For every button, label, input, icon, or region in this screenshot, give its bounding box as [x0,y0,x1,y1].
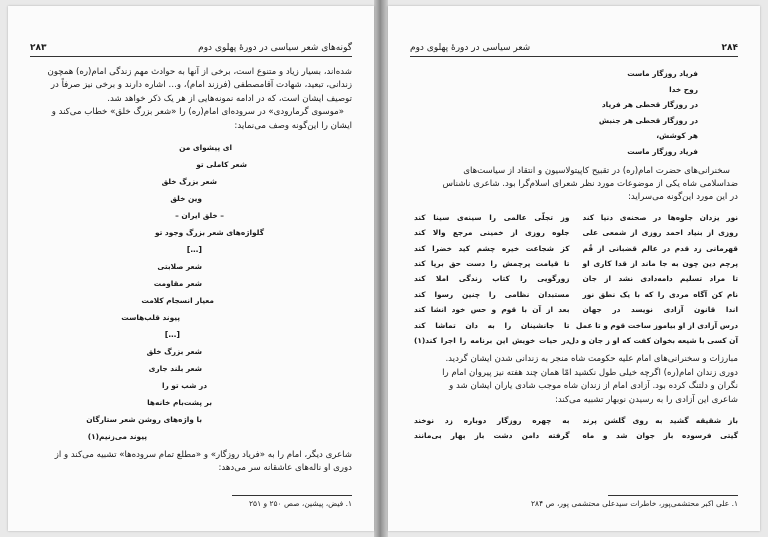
poem-ellipsis: […] [164,330,180,340]
hemistich: باز شقیقه گشید به روی گلشن پرند [582,416,738,426]
text-line: دوری زندان امام(ره) اگرچه خیلی طول نکشید امّا همان چند هفته نیز پیروان امام را [442,367,738,378]
right-page-content [414,66,738,444]
poem-line: بر پشت‌بام خانه‌ها [147,398,212,408]
text-line: ایشان را این‌گونه وصف می‌نماید: [234,120,352,131]
poem-ellipsis: […] [186,245,202,255]
couplet-column-second-hemistich [414,413,570,444]
footnote-text: ۱. فیض، پیشین، صص ۲۵۰ و ۲۵۱ [249,499,352,508]
left-page-running-title: گونه‌های شعر سیاسی در دورهٔ پهلوی دوم [198,43,352,53]
poem-line: پیوند می‌زنیم(۱) [87,432,147,442]
hemistich: کز شجاعت خیره چشم کید خضرا کند [414,243,570,253]
poem-line: گلواژه‌های شعر بزرگ وجود تو [154,228,264,238]
text-line: سخنرانی‌های حضرت امام(ره) در تقبیح کاپیتولاسیون و انتقاد از سیاست‌های [463,165,730,176]
right-poem [414,66,738,160]
couplet-column-second-hemistich [414,210,570,349]
footnote-text: ۱. علی اکبر محتشمی‌پور، خاطرات سیدعلی محتشمی پور، ص ۲۸۴ [531,499,738,508]
hemistich: روزی از بنیاد احمد روزی از شمعی علی [582,228,738,238]
poem-line: شعر کاملی تو [196,160,247,170]
right-page-header [410,42,738,57]
poem-line: شعر صلابتی [157,262,202,272]
poem-line: شعر بزرگ خلق [161,177,217,187]
book-gutter [374,0,388,537]
text-line: در این مورد این‌گونه می‌سراید: [628,192,738,203]
hemistich: نور یزدان جلوه‌ها در صحنه‌ی دنیا کند [582,212,738,222]
poem-line: پیوند قلب‌هاست [121,313,180,323]
right-paragraph-2 [414,353,738,407]
hemistich: وز تجلّی عالمی را سینه‌ی سینا کند [414,212,570,222]
right-page-number: ۲۸۴ [721,43,738,53]
poem-line: شعر مقاومت [153,279,202,289]
text-line: توصیف ایشان است، که در ادامه نمونه‌هایی از هر یک ذکر خواهد شد. [107,93,352,104]
right-page [388,6,760,531]
left-page-number: ۲۸۳ [30,43,47,53]
text-line: ضداسلامی شاه یکی از موضوعات مورد نظر شعرای اسلام‌گرا بود. شاعری ناشناس [442,178,738,189]
right-page-running-title: شعر سیاسی در دورهٔ پهلوی دوم [410,43,531,53]
left-page [8,6,374,531]
hemistich: در حیات خویش این برنامه را اجرا کند(۱) [414,336,570,346]
hemistich: زورگویی را کتاب زندگی املا کند [414,274,570,284]
hemistich: اندا قانون آزادی نویسد در جهان [582,305,738,315]
text-line: «موسوی گرمارودی» در سروده‌ای امام(ره) را «شعر بزرگ خلق» خطاب می‌کند و [51,107,344,118]
left-intro-paragraph [34,66,352,133]
text-line: شده‌اند، بسیار زیاد و متنوع است، برخی از آنها به حوادث مهم زندگی امام(ره) همچون [47,67,352,77]
poem-line: فریاد روزگار ماست [627,146,698,156]
hemistich: گرفته دامن دشت باز بهار بی‌مانند [414,431,570,441]
poem-line: هر کوشش، [656,131,698,141]
left-page-content [34,66,352,476]
poem-line: فریاد روزگار ماست [627,69,698,78]
poem-line: در شب تو را [161,381,207,391]
poem-line: با واژه‌های روشن شعر ستارگان [86,415,202,425]
hemistich: نام کن آگاه مردی را که با یک نطق نور [582,289,738,299]
hemistich: آن کسی با شیعه بخوان کفت که او ز جان و دل [568,336,738,346]
text-line: شاعری این آزادی را به رسیدن نوبهار تشبیه می‌کند: [554,394,738,405]
couplet-column-first-hemistich [582,413,738,444]
poem-line: شعر بزرگ خلق [146,347,202,357]
left-footnote [34,495,352,509]
couplet-column-first-hemistich [568,210,738,349]
text-line: دوری او ناله‌های عاشقانه سر می‌دهد: [218,463,352,474]
left-poem [34,139,352,445]
hemistich: گیتی فرسوده باز جوان شد و ماه [582,431,738,441]
poem-line: – خلق ایران – [175,211,224,221]
hemistich: جلوه روزی از خمینی مرجع والا کند [414,228,570,238]
poem-line: شعر بلند جاری [148,364,202,374]
text-line: شاعری دیگر، امام را به «فریاد روزگار» و «مطلع تمام سروده‌ها» تشبیه می‌کند و از [54,450,352,461]
hemistich: درس آزادی از او بیاموز ساخت قوم و تا عمل [575,320,738,330]
text-line: زندانی، تبعید، شهادت آقامصطفی (فرزند امام)، و… اشاره دارند و برخی نیز صرفاً در [50,80,352,91]
right-paragraph-1 [414,165,738,205]
hemistich: پرچم دین چون به جا ماند از قدا کاری او [582,259,738,268]
right-footnote [414,495,738,509]
text-line: مبارزات و سخنرانی‌های امام علیه حکومت شاه منجر به زندانی شدن ایشان گردید. [445,354,738,365]
hemistich: مستبدان نظامی را چنین رسوا کند [414,289,570,299]
poem-line: وین خلق [170,194,202,204]
hemistich: تا قیامت پرچمش را دست حق برپا کند [414,259,570,268]
hemistich: قهرمانی زد قدم در عالم قضبانی از قُم [582,243,738,253]
text-line: نگران و دلتنگ کرده بود. آزادی امام از زندان شاه موجب شادی یاران ایشان شد و [449,381,738,392]
poem-line: ای پیشوای من [179,143,232,153]
poem-line: معیار انسجام کلامت [141,296,214,306]
hemistich: تا مراد تسلیم دامه‌دادی نشد از جان [582,274,738,284]
hemistich: بعد از آن با قوم و حس خود انشا کند [414,305,570,315]
hemistich: تا جانشینان را به دان تماشا کند [414,320,570,330]
poem-line: روح خدا [669,84,698,94]
hemistich: به چهره روزگار دوباره زد نوخند [414,416,570,426]
left-page-header [30,42,352,57]
left-outro-paragraph [34,449,352,476]
poem-line: در روزگار قحطی هر جنبش [598,115,698,125]
poem-line: در روزگار قحطی هر فریاد [601,100,698,110]
right-couplets [414,210,738,349]
right-couplets-2 [414,413,738,444]
